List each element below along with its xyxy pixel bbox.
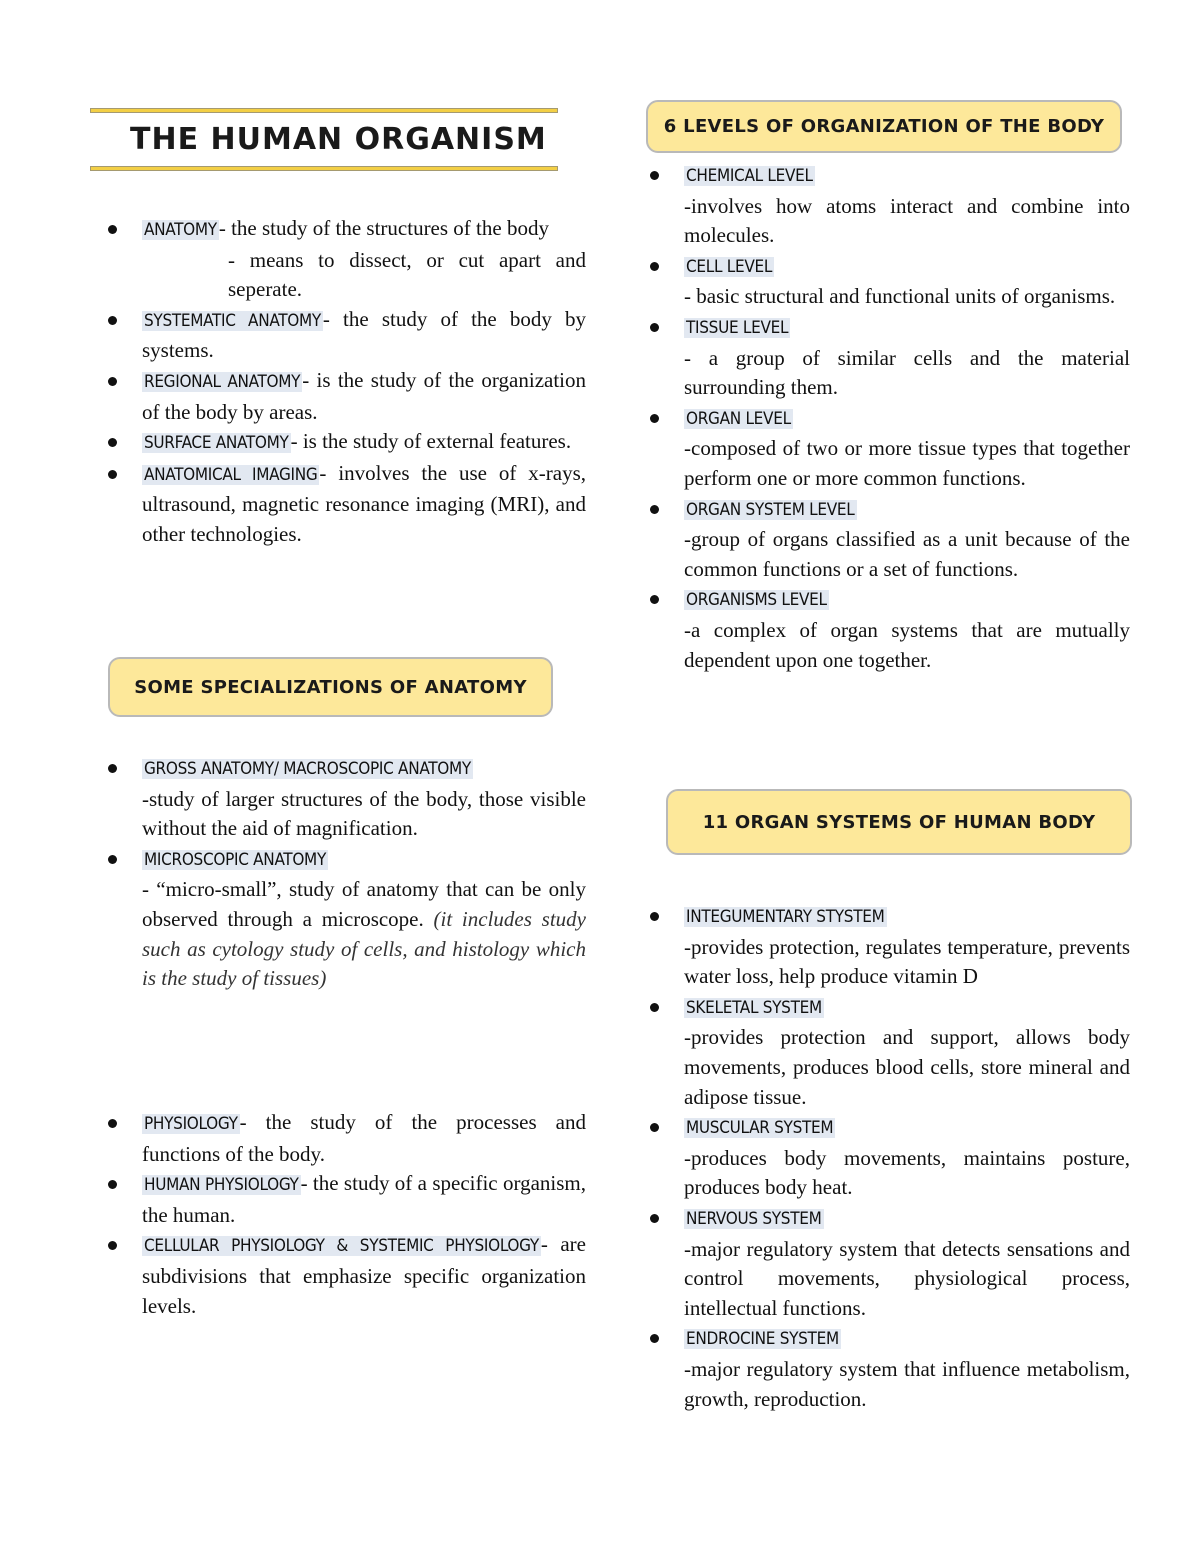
levels-header: 6 LEVELS OF ORGANIZATION OF THE BODY [646,100,1122,153]
list-item [648,1203,1130,1323]
systems-header: 11 ORGAN SYSTEMS OF HUMAN BODY [666,789,1132,855]
list-item [106,753,586,844]
term-muscular-system: MUSCULAR SYSTEM [686,1118,834,1139]
term-tissue-level: TISSUE LEVEL [686,317,789,338]
definition: -major regulatory system that detects sensations and control movements, physiological process, intellectual functions. [684,1236,1130,1320]
term-anatomical-imaging: ANATOMICAL IMAGING [144,464,318,485]
definition-note: (it includes study such as cytology study of cells, and histology which is the study of tissues) [142,906,586,991]
anatomy-extra-definition: - means to dissect, or cut apart and seperate. [228,247,586,302]
term-cellular-systemic-physiology: CELLULAR PHYSIOLOGY & SYSTEMIC PHYSIOLOGY [144,1236,539,1257]
term-organisms-level: ORGANISMS LEVEL [686,590,827,611]
term-integumentary-system: INTEGUMENTARY STYSTEM [686,907,885,927]
term-endrocine-system: ENDROCINE SYSTEM [686,1329,839,1350]
list-item [106,305,586,366]
definition: -group of organs classified as a unit because of the common functions or a set of functions. [684,527,1130,581]
term-chemical-level: CHEMICAL LEVEL [686,166,813,186]
definition: - involves the use of x-rays, ultrasound, magnetic resonance imaging (MRI), and other technologies. [142,460,586,546]
definition: -major regulatory system that influence metabolism, growth, reproduction. [684,1356,1130,1411]
specializations-header: SOME SPECIALIZATIONS OF ANATOMY [108,657,553,717]
list-item [106,1230,586,1321]
term-regional-anatomy: REGIONAL ANATOMY [144,371,301,392]
term-cell-level: CELL LEVEL [686,256,773,277]
list-item [648,160,1130,251]
list-item [648,494,1130,585]
definition: - “micro-small”, study of anatomy that can be only observed through a microscope. [142,877,586,931]
list-item [106,844,586,994]
definition: -provides protection, regulates temperature, prevents water loss, help produce vitamin D [684,934,1130,989]
term-organ-level: ORGAN LEVEL [686,408,791,429]
definition: - a group of similar cells and the material surrounding them. [684,345,1130,400]
definition: - basic structural and functional units of organisms. [684,284,1116,309]
title-top-rule [90,108,558,113]
list-item [106,1169,586,1230]
term-physiology: PHYSIOLOGY [144,1114,238,1134]
definition: - are subdivisions that emphasize specific organization levels. [142,1232,586,1318]
definition: - the study of a specific organism, the human. [142,1171,586,1227]
term-gross-anatomy: GROSS ANATOMY/ MACROSCOPIC ANATOMY [144,759,471,779]
list-item [648,584,1130,675]
term-systematic-anatomy: SYSTEMATIC ANATOMY [144,310,321,331]
definition: - the study of the structures of the body [218,216,549,240]
term-skeletal-system: SKELETAL SYSTEM [686,997,822,1018]
specializations-list [106,753,586,994]
list-item [106,459,586,550]
list-item [106,427,586,459]
term-surface-anatomy: SURFACE ANATOMY [144,433,289,454]
definition: -produces body movements, maintains posture, produces body heat. [684,1145,1130,1200]
title-bottom-rule [90,166,558,171]
definition: - is the study of external features. [290,429,572,454]
definition: - is the study of the organization of the body by areas. [142,367,587,424]
list-item [648,251,1130,312]
list-item [648,992,1130,1112]
levels-list [648,160,1130,675]
definition: -composed of two or more tissue types that together perform one or more common functions. [684,436,1130,490]
list-item [648,403,1130,494]
term-nervous-system: NERVOUS SYSTEM [686,1208,822,1229]
definition: - the study of the body by systems. [142,306,586,363]
list-item [106,214,586,305]
definition: - the study of the processes and functions of the body. [142,1110,586,1166]
list-item [648,1112,1130,1203]
definition: -a complex of organ systems that are mutually dependent upon one together. [684,617,1130,672]
definition: -study of larger structures of the body, those visible without the aid of magnification. [142,786,586,841]
term-human-physiology: HUMAN PHYSIOLOGY [144,1175,299,1196]
list-item [648,312,1130,403]
term-anatomy: ANATOMY [144,220,217,240]
list-item [648,901,1130,992]
page-title: THE HUMAN ORGANISM [130,122,547,157]
list-item [106,366,586,427]
definition: -provides protection and support, allows body movements, produces blood cells, store mineral and adipose tissue. [684,1025,1130,1109]
physiology-list [106,1108,586,1321]
systems-list [648,901,1130,1414]
list-item [648,1323,1130,1414]
term-microscopic-anatomy: MICROSCOPIC ANATOMY [144,849,326,870]
list-item [106,1108,586,1169]
definition: -involves how atoms interact and combine into molecules. [684,193,1130,248]
anatomy-list [106,214,586,550]
term-organ-system-level: ORGAN SYSTEM LEVEL [686,499,855,520]
main-title-banner [90,108,558,174]
